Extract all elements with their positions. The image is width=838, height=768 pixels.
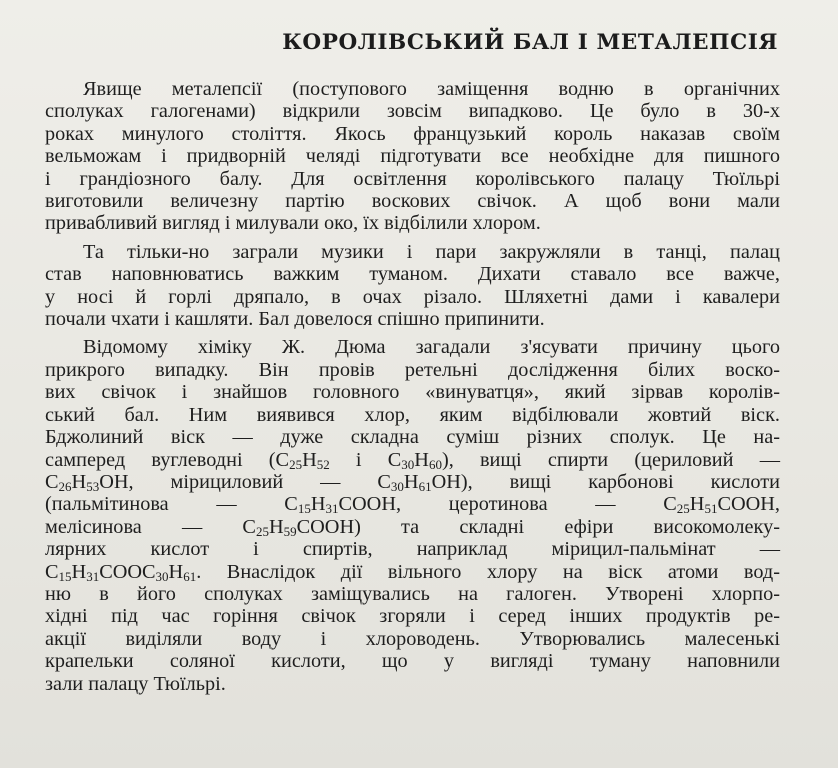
text-line: мелісинова — $C_{25}H_{59}COOH$) та складні ефіри високомолеку- <box>45 515 780 539</box>
paragraph <box>45 241 780 331</box>
text-line: у носі й горлі дряпало, в очах різало. Шляхетні дами і кавалери <box>45 285 780 308</box>
text-line: самперед вуглеводні ($C_{25}H_{52}$ і $C_{30}H_{60}$), вищі спирти (цериловий — <box>45 448 780 472</box>
article-body <box>45 78 780 695</box>
text-line: $C_{15}H_{31}COOC_{30}H_{61}$. Внаслідок дії вільного хлору на віск атоми вод- <box>45 560 780 584</box>
text-line: Явище металепсії (поступового заміщення водню в органічних <box>83 78 780 100</box>
text-line: і грандіозного балу. Для освітлення королівського палацу Тюїльрі <box>45 167 780 190</box>
text-line: хідні під час горіння свічок згоряли і серед інших продуктів ре- <box>45 605 780 628</box>
text-line: привабливий вигляд і милували око, їх відбілили хлором. <box>45 212 541 235</box>
text-line: прикрого випадку. Він провів ретельні дослідження білих воско- <box>45 358 780 381</box>
text-line: крапельки соляної кислоти, що у вигляді туману наповнили <box>45 650 780 673</box>
text-line: акції виділяли воду і хлороводень. Утворювались малесенькі <box>45 627 780 650</box>
text-line: лярних кислот і спиртів, наприклад мірицил-пальмінат — <box>45 538 780 561</box>
text-line: $C_{26}H_{53}OH$, мірициловий — $C_{30}H_{61}OH$), вищі карбонові кислоти <box>45 470 780 494</box>
text-line: вельможам і придворній челяді підготувати все необхідне для пишного <box>45 145 780 168</box>
text-line: зали палацу Тюїльрі. <box>45 672 226 695</box>
text-line: Відомому хіміку Ж. Дюма загадали з'ясувати причину цього <box>83 336 780 359</box>
text-line: Та тільки-но заграли музики і пари закружляли в танці, палац <box>83 240 780 263</box>
text-line: ню в його сполуках заміщувались на галоген. Утворені хлорпо- <box>45 582 780 605</box>
text-line: роках минулого століття. Якось французький король наказав своїм <box>45 122 780 145</box>
text-line: став наповнюватись важким туманом. Дихати ставало все важче, <box>45 263 780 286</box>
text-line: сполуках галогенами) відкрили зовсім випадково. Це було в 30-х <box>45 100 780 123</box>
text-line: вих свічок і знайшов головного «винуватця», який зірвав королів- <box>45 381 780 404</box>
text-line: (пальмітинова — $C_{15}H_{31}COOH$, церотинова — $C_{25}H_{51}COOH$, <box>45 493 780 517</box>
text-line: виготовили величезну партію воскових свічок. А щоб вони мали <box>45 190 780 213</box>
article-title: КОРОЛІВСЬКИЙ БАЛ І МЕТАЛЕПСІЯ <box>282 30 778 55</box>
paragraph <box>45 336 780 695</box>
text-line: ський бал. Ним виявився хлор, яким відбілювали жовтий віск. <box>45 403 780 426</box>
text-line: почали чхати і кашляти. Бал довелося спішно припинити. <box>45 308 545 331</box>
paragraph <box>45 78 780 235</box>
text-line: Бджолиний віск — дуже складна суміш різних сполук. Це на- <box>45 426 780 449</box>
